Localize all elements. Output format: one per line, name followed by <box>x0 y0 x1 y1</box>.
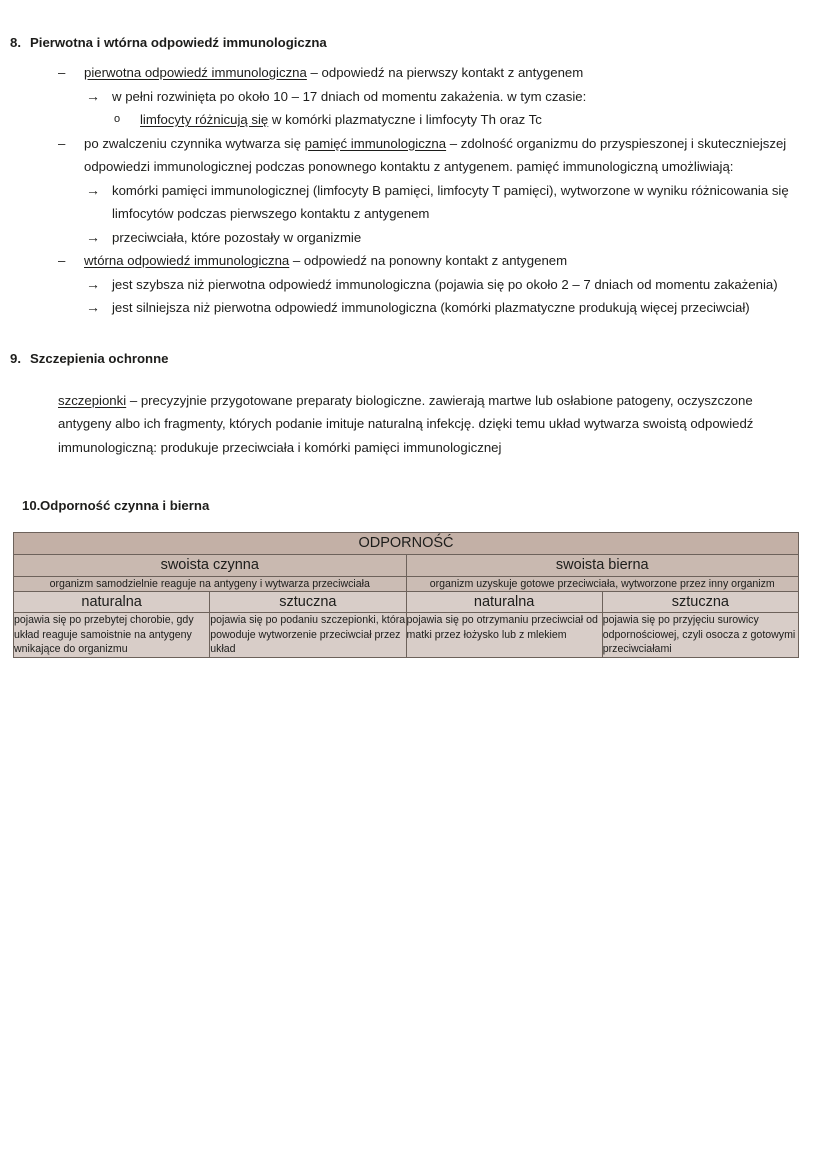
list-item-text: po zwalczeniu czynnika wytwarza się <box>84 135 305 151</box>
term-pierwotna-odpowiedz: pierwotna odpowiedź immunologiczna <box>84 65 307 80</box>
section-10-heading <box>0 497 828 514</box>
term-limfocyty-roznicuja: limfocyty różnicują się <box>140 112 269 127</box>
kind-name-czynna-naturalna: naturalna <box>14 592 210 613</box>
section-8-title: Pierwotna i wtórna odpowiedź immunologiczna <box>30 35 327 50</box>
arrow-bullet-icon: → <box>86 299 100 315</box>
term-wtorna-odpowiedz: wtórna odpowiedź immunologiczna <box>84 253 290 268</box>
table-row-kind-names <box>14 592 799 613</box>
kind-name-bierna-naturalna: naturalna <box>406 592 602 613</box>
dash-bullet-icon: – <box>58 135 66 151</box>
kind-body-czynna-sztuczna: pojawia się po podaniu szczepionki, która powoduje wytworzenie przeciwciał przez układ <box>210 614 406 655</box>
list-item-text-cont: – zdolność organizmu do przyspieszonej i skuteczniejszej odpowiedzi immunologicznej podczas ponownego kontaktu z antygenem. pamięć immunologiczną umożliwiają: <box>84 135 787 174</box>
list-item <box>58 249 828 273</box>
section-10-number: 10. <box>22 498 41 513</box>
section-9-paragraph <box>58 389 804 460</box>
dash-bullet-icon: – <box>58 65 66 80</box>
table-row-groups <box>14 555 799 577</box>
term-pamiec-immunologiczna: pamięć immunologiczna <box>304 135 447 151</box>
list-item <box>86 226 828 250</box>
group-description-swoista-bierna: organizm uzyskuje gotowe przeciwciała, wytworzone przez inny organizm <box>406 577 799 592</box>
list-item-text: w komórki plazmatyczne i limfocyty Th oraz Tc <box>268 112 542 127</box>
section-8-list <box>0 61 828 320</box>
list-item-text: komórki pamięci immunologicznej (limfocyty B pamięci, limfocyty T pamięci), wytworzone w wyniku różnicowania się limfocytów podczas pierwszego kontaktu z antygenem <box>112 182 789 221</box>
list-item <box>86 273 828 297</box>
section-10 <box>0 497 828 514</box>
kind-body-bierna-naturalna: pojawia się po otrzymaniu przeciwciał od matki przez łożysko lub z mlekiem <box>406 613 602 658</box>
list-item <box>86 85 828 109</box>
odpornosc-table-wrapper <box>13 532 799 658</box>
group-description-swoista-czynna: organizm samodzielnie reaguje na antygeny i wytwarza przeciwciała <box>14 577 407 592</box>
section-9-heading <box>0 350 828 367</box>
table-title-cell: ODPORNOŚĆ <box>14 533 799 555</box>
odpornosc-table <box>13 532 799 658</box>
kind-name-czynna-sztuczna: sztuczna <box>210 592 406 613</box>
circle-bullet-icon: o <box>114 113 121 125</box>
list-item-text: przeciwciała, które pozostały w organizmie <box>112 229 362 245</box>
section-9-number: 9. <box>10 350 21 366</box>
list-item-text: jest silniejsza niż pierwotna odpowiedź immunologiczna (komórki plazmatyczne produkują więcej przeciwciał) <box>112 300 750 315</box>
section-8-heading <box>0 34 828 51</box>
list-item <box>114 108 828 132</box>
section-9-paragraph-text: – precyzyjnie przygotowane preparaty biologiczne. zawierają martwe lub osłabione patogeny, oczyszczone antygeny albo ich fragmenty, których podanie imituje naturalną infekcję. dzięki temu układ wytwarza swoistą odpowiedź immunologiczną: produkuje przeciwciała i komórki pamięci immunologicznej <box>58 392 754 455</box>
list-item-text: w pełni rozwinięta po około 10 – 17 dniach od momentu zakażenia. w tym czasie: <box>112 88 587 104</box>
kind-body-czynna-naturalna: pojawia się po przebytej chorobie, gdy układ reaguje samoistnie na antygeny wnikające do organizmu <box>14 613 210 658</box>
arrow-bullet-icon: → <box>86 228 100 245</box>
section-8 <box>0 34 828 320</box>
arrow-bullet-icon: → <box>86 181 100 198</box>
kind-body-bierna-sztuczna: pojawia się po przyjęciu surowicy odpornościowej, czyli osocza z gotowymi przeciwciałami <box>602 613 798 658</box>
table-row-kind-bodies <box>14 613 799 658</box>
arrow-bullet-icon: → <box>86 275 100 292</box>
list-item <box>58 61 828 85</box>
list-item <box>86 179 828 226</box>
term-szczepionki: szczepionki <box>58 392 127 408</box>
list-item-text: jest szybsza niż pierwotna odpowiedź immunologiczna (pojawia się po około 2 – 7 dniach od momentu zakażenia) <box>112 276 778 292</box>
list-item-text: – odpowiedź na ponowny kontakt z antygenem <box>289 253 568 268</box>
dash-bullet-icon: – <box>58 253 66 268</box>
list-item-text: – odpowiedź na pierwszy kontakt z antygenem <box>306 65 584 80</box>
section-9-title: Szczepienia ochronne <box>30 350 169 366</box>
group-name-swoista-bierna: swoista bierna <box>406 555 799 577</box>
section-8-number: 8. <box>10 35 21 50</box>
arrow-bullet-icon: → <box>86 87 100 104</box>
group-name-swoista-czynna: swoista czynna <box>14 555 407 577</box>
section-9 <box>0 350 828 460</box>
kind-name-bierna-sztuczna: sztuczna <box>602 592 798 613</box>
table-row-descriptions <box>14 577 799 592</box>
section-10-title: Odporność czynna i bierna <box>40 498 210 513</box>
list-item <box>58 132 828 179</box>
list-item <box>86 296 828 320</box>
table-row-title <box>14 533 799 555</box>
